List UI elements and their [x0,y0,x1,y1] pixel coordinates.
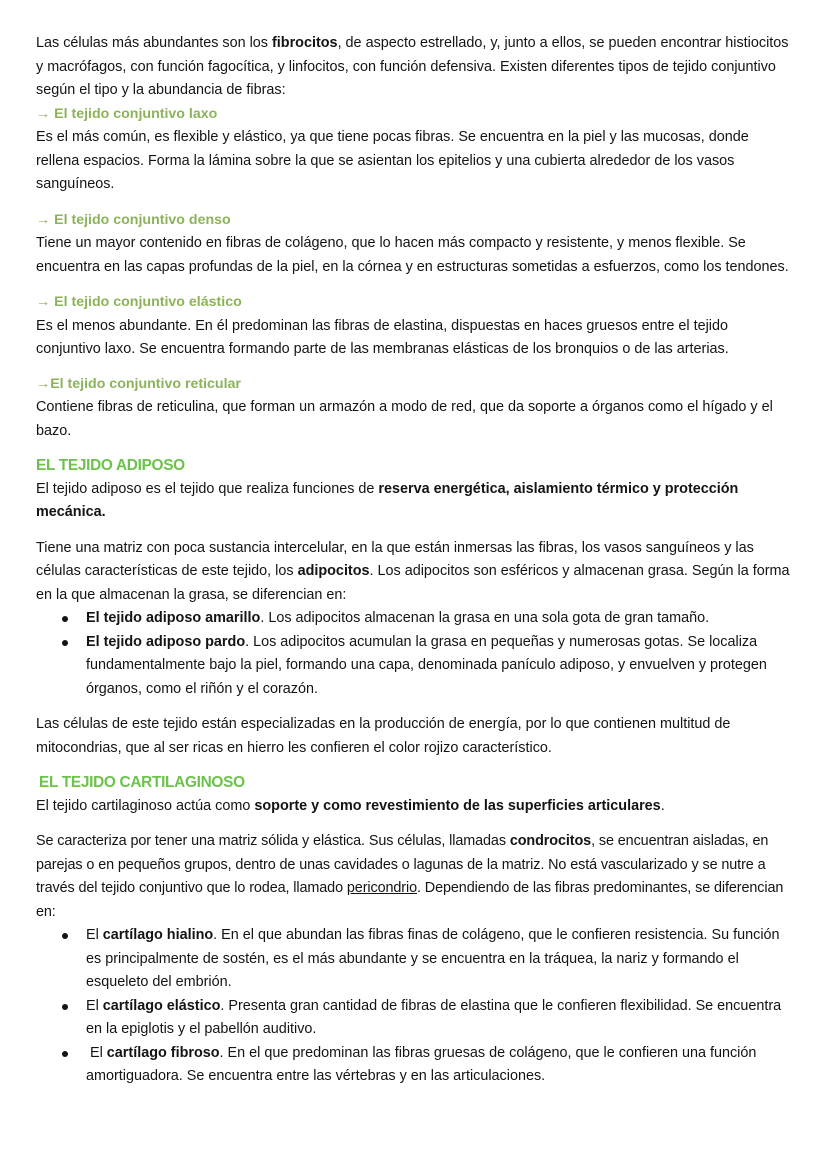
list-item: El cartílago hialino. En el que abundan las fibras finas de colágeno, que le confieren resistencia. Su función es principalmente de sostén, es el más abundante y se encuentra en la tráquea, la nariz y formando el esqueleto del embrión. [86,924,792,995]
list-adiposo [36,607,792,701]
paragraph-adiposo-matriz: Tiene una matriz con poca sustancia intercelular, en la que están inmersas las fibras, los vasos sanguíneos y las células características de este tejido, los adipocitos. Los adipocitos son esféricos y almacenan grasa. Según la forma en la que almacenan la grasa, se diferencian en: [36,539,790,603]
heading-tejido-cartilaginoso: EL TEJIDO CARTILAGINOSO [39,774,245,791]
subheading-conjuntivo-reticular: →El tejido conjuntivo reticular [36,375,241,392]
paragraph-conjuntivo-denso: Tiene un mayor contenido en fibras de colágeno, que lo hacen más compacto y resistente, y menos flexible. Se encuentra en las capas profundas de la piel, en la córnea y en estructuras sometidas a esfuerzos, como los tendones. [36,235,789,275]
paragraph-adiposo-mitocondrias: Las células de este tejido están especializadas en la producción de energía, por lo que contienen multitud de mitocondrias, que al ser ricas en hierro les confieren el color rojizo característico. [36,716,731,756]
intro-paragraph: Las células más abundantes son los fibrocitos, de aspecto estrellado, y, junto a ellos, se pueden encontrar histiocitos y macrófagos, con función fagocítica, y linfocitos, con función defensiva. Existen diferentes tipos de tejido conjuntivo según el tipo y la abundancia de fibras: [36,35,789,98]
paragraph-conjuntivo-elastico: Es el menos abundante. En él predominan las fibras de elastina, dispuestas en haces gruesos entre el tejido conjuntivo laxo. Se encuentra formando parte de las membranas elásticas de los bronquios o de las arterias. [36,317,729,357]
subheading-conjuntivo-denso: → El tejido conjuntivo denso [36,211,231,228]
underlined-term: pericondrio [346,880,417,896]
paragraph-cartilaginoso-matriz: Se caracteriza por tener una matriz sólida y elástica. Sus células, llamadas condrocitos, se encuentran aisladas, en parejas o en pequeños grupos, dentro de unas cavidades o lagunas de la matriz. No está vascularizado y se nutre a través del tejido conjuntivo que lo rodea, llamado pericondrio. Dependiendo de las fibras predominantes, se diferencian en: [36,833,784,920]
subheading-conjuntivo-laxo: → El tejido conjuntivo laxo [36,105,218,122]
paragraph-cartilaginoso-funcion: El tejido cartilaginoso actúa como soporte y como revestimiento de las superficies articulares. [36,797,665,814]
list-item: El cartílago fibroso. En el que predominan las fibras gruesas de colágeno, que le confieren una función amortiguadora. Se encuentra entre las vértebras y en las articulaciones. [86,1042,792,1089]
list-item: El tejido adiposo pardo. Los adipocitos acumulan la grasa en pequeñas y numerosas gotas. Se localiza fundamentalmente bajo la piel, formando una capa, denominada panículo adiposo, y envuelven y protegen órganos, como el riñón y el corazón. [86,631,792,702]
intro-bold-term: fibrocitos [272,35,338,51]
list-item: El tejido adiposo amarillo. Los adipocitos almacenan la grasa en una sola gota de gran tamaño. [86,607,792,631]
paragraph-conjuntivo-reticular: Contiene fibras de reticulina, que forman un armazón a modo de red, que da soporte a órganos como el hígado y el bazo. [36,399,773,439]
list-item: El cartílago elástico. Presenta gran cantidad de fibras de elastina que le confieren flexibilidad. Se encuentra en la epiglotis y el pabellón auditivo. [86,995,792,1042]
paragraph-conjuntivo-laxo: Es el más común, es flexible y elástico, ya que tiene pocas fibras. Se encuentra en la piel y las mucosas, donde rellena espacios. Forma la lámina sobre la que se asientan los epitelios y una cubierta alrededor de los vasos sanguíneos. [36,129,749,192]
heading-tejido-adiposo: EL TEJIDO ADIPOSO [36,457,185,474]
list-cartilaginoso [36,924,792,1089]
paragraph-adiposo-funciones: El tejido adiposo es el tejido que realiza funciones de reserva energética, aislamiento térmico y protección mecánica. [36,480,739,520]
subheading-conjuntivo-elastico: → El tejido conjuntivo elástico [36,294,242,310]
